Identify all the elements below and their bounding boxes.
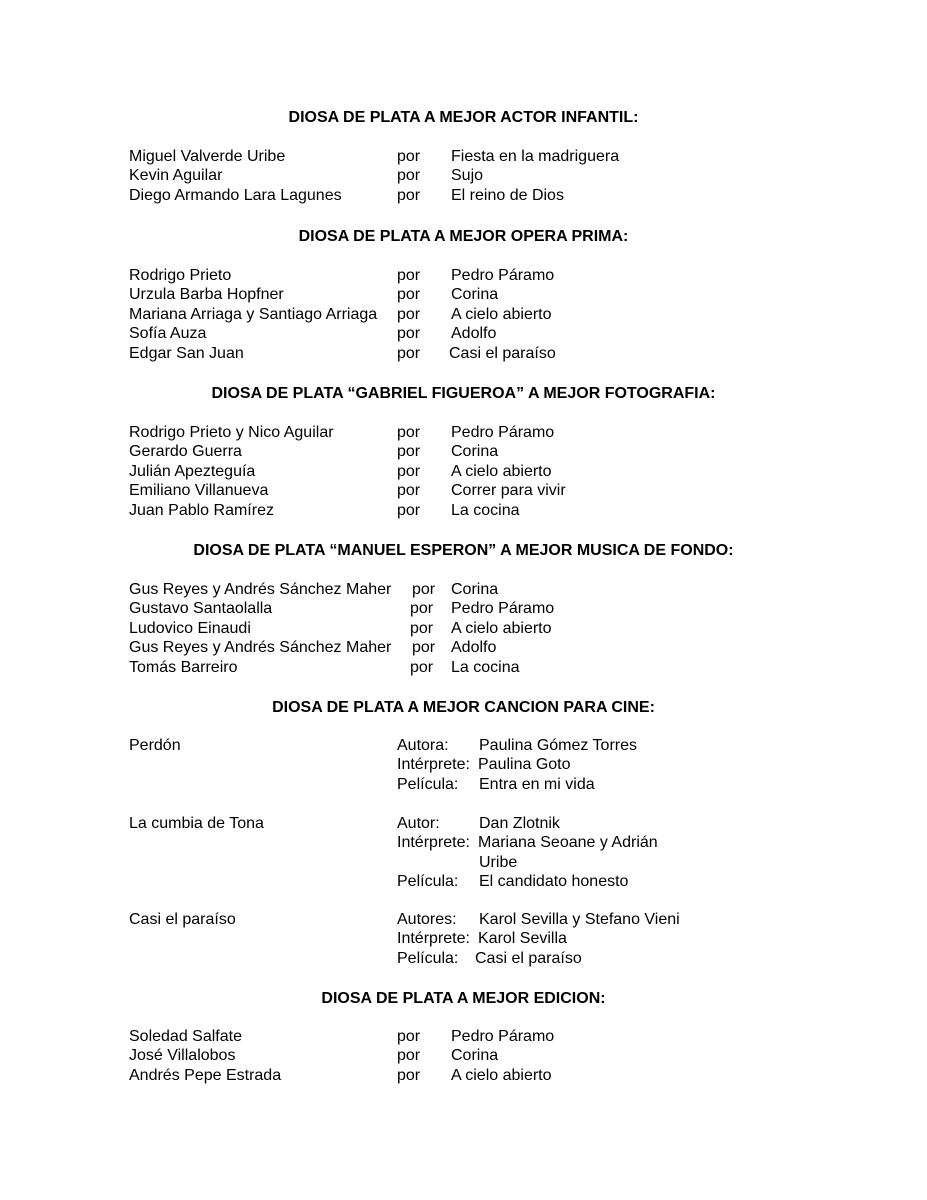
credit-value: Casi el paraíso [475,949,582,967]
por-label: por [397,186,421,204]
nominee-row [0,266,927,286]
nominee-name: Rodrigo Prieto [129,267,232,284]
nominee-row [0,599,927,619]
por-label: por [397,267,421,284]
credit-label: Película: [397,949,459,967]
nominee-name: Miguel Valverde Uribe [129,148,286,165]
song-line [0,853,927,873]
credit-label: Autor: [397,815,440,832]
film-title: Sujo [451,167,484,185]
film-title: Fiesta en la madriguera [451,148,620,165]
film-title: Pedro Páramo [451,1028,555,1045]
credit-value: Dan Zlotnik [479,815,560,832]
song-line [0,833,927,853]
por-label: por [410,600,434,618]
film-title: A cielo abierto [451,462,552,480]
nominee-name: Gustavo Santaolalla [129,600,273,618]
credit-label: Película: [397,873,459,891]
film-title: Corina [451,581,499,598]
song-title: La cumbia de Tona [129,815,264,832]
nominee-row [0,580,927,600]
film-title: Pedro Páramo [451,424,555,441]
song-title: Perdón [129,737,181,754]
por-label: por [397,1047,421,1065]
credit-value: El candidato honesto [479,873,629,891]
section-heading: DIOSA DE PLATA A MEJOR ACTOR INFANTIL: [288,109,639,126]
film-title: Adolfo [451,325,497,343]
nominee-row [0,638,927,658]
song-line [0,814,927,834]
nominee-name: Emiliano Villanueva [129,482,269,500]
nominee-row [0,1027,927,1047]
por-label: por [397,167,421,185]
nominee-row [0,186,927,206]
por-label: por [397,286,421,304]
film-title: Corina [451,443,499,461]
film-title: A cielo abierto [451,619,552,637]
nominee-row [0,324,927,344]
credit-label: Autora: [397,737,449,754]
film-title: A cielo abierto [451,305,552,323]
por-label: por [397,148,421,165]
section-heading: DIOSA DE PLATA A MEJOR EDICION: [321,990,606,1007]
por-label: por [397,1066,421,1084]
nominee-row [0,1046,927,1066]
credit-label: Intérprete: [397,930,470,948]
por-label: por [397,1028,421,1045]
song-line [0,929,927,949]
nominee-name: Ludovico Einaudi [129,619,251,637]
nominee-row [0,501,927,521]
film-title: Corina [451,286,499,304]
nominee-row [0,285,927,305]
nominee-name: Rodrigo Prieto y Nico Aguilar [129,424,334,441]
song-line [0,949,927,969]
nominee-name: Sofía Auza [129,325,207,343]
por-label: por [410,619,434,637]
credit-value: Paulina Gómez Torres [479,737,637,754]
nominee-name: Mariana Arriaga y Santiago Arriaga [129,305,378,323]
nominee-row [0,305,927,325]
nominee-row [0,481,927,501]
credit-value: Karol Sevilla [478,930,567,948]
credit-value: Karol Sevilla y Stefano Vieni [479,911,680,928]
nominee-name: Andrés Pepe Estrada [129,1066,282,1084]
nominee-name: Julián Apezteguía [129,462,256,480]
por-label: por [412,581,436,598]
por-label: por [397,424,421,441]
por-label: por [397,482,421,500]
nominee-name: Gerardo Guerra [129,443,242,461]
por-label: por [412,639,436,657]
por-label: por [397,325,421,343]
por-label: por [397,344,421,362]
por-label: por [397,501,421,519]
film-title: La cocina [451,658,520,676]
por-label: por [410,658,434,676]
song-line [0,755,927,775]
credit-label: Intérprete: [397,834,470,852]
nominee-name: José Villalobos [129,1047,236,1065]
song-line [0,736,927,756]
nominee-row [0,658,927,678]
credit-value: Mariana Seoane y Adrián [478,834,658,852]
credit-label: Intérprete: [397,756,470,774]
film-title: Pedro Páramo [451,600,555,618]
por-label: por [397,443,421,461]
nominee-name: Diego Armando Lara Lagunes [129,186,342,204]
film-title: Casi el paraíso [449,344,556,362]
song-line [0,872,927,892]
credit-value: Entra en mi vida [479,775,595,793]
film-title: Corina [451,1047,499,1065]
nominee-name: Gus Reyes y Andrés Sánchez Maher [129,581,392,598]
section-heading: DIOSA DE PLATA A MEJOR CANCION PARA CINE: [272,699,655,716]
nominee-name: Edgar San Juan [129,344,244,362]
credit-label: Autores: [397,911,457,928]
film-title: Correr para vivir [451,482,566,500]
nominee-row [0,1066,927,1086]
por-label: por [397,305,421,323]
nominee-name: Kevin Aguilar [129,167,223,185]
nominee-row [0,423,927,443]
nominee-name: Soledad Salfate [129,1028,242,1045]
nominee-row [0,344,927,364]
nominee-row [0,462,927,482]
section-heading: DIOSA DE PLATA “MANUEL ESPERON” A MEJOR MUSICA DE FONDO: [193,542,734,559]
credit-value: Uribe [479,853,518,871]
song-line [0,910,927,930]
nominee-row [0,619,927,639]
nominee-name: Urzula Barba Hopfner [129,286,284,304]
song-title: Casi el paraíso [129,911,236,928]
credit-label: Película: [397,775,459,793]
film-title: Adolfo [451,639,497,657]
nominee-name: Gus Reyes y Andrés Sánchez Maher [129,639,392,657]
nominee-row [0,147,927,167]
film-title: La cocina [451,501,520,519]
por-label: por [397,462,421,480]
nominee-row [0,166,927,186]
credit-value: Paulina Goto [478,756,571,774]
song-line [0,775,927,795]
film-title: A cielo abierto [451,1066,552,1084]
section-heading: DIOSA DE PLATA “GABRIEL FIGUEROA” A MEJOR FOTOGRAFIA: [211,385,716,402]
film-title: El reino de Dios [451,186,564,204]
nominee-name: Juan Pablo Ramírez [129,501,274,519]
nominee-row [0,442,927,462]
nominee-name: Tomás Barreiro [129,658,238,676]
film-title: Pedro Páramo [451,267,555,284]
section-heading: DIOSA DE PLATA A MEJOR OPERA PRIMA: [298,228,629,245]
